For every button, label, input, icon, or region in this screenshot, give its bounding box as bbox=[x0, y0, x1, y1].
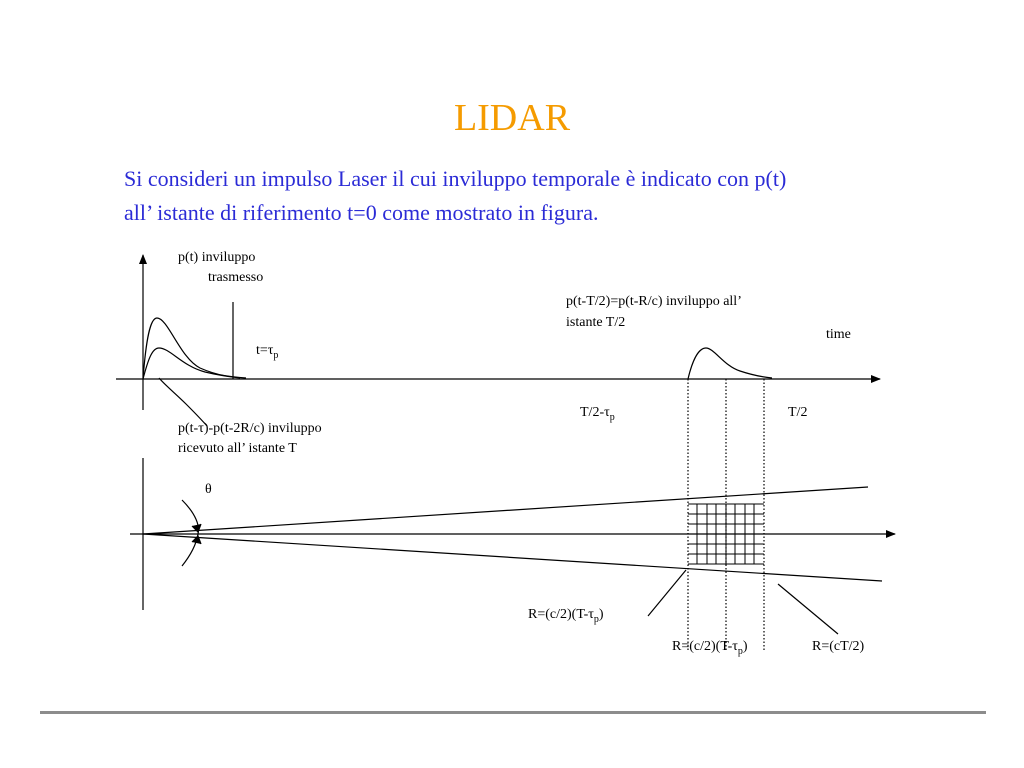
intro-line-2: all’ istante di riferimento t=0 come mostrato in figura. bbox=[124, 200, 599, 225]
range-1-sub: p bbox=[593, 614, 599, 625]
footer-rule bbox=[40, 711, 986, 714]
shifted-label-line2: istante T/2 bbox=[566, 315, 626, 330]
theta-arc bbox=[182, 500, 198, 566]
range-2-label bbox=[672, 639, 748, 657]
tau-p-label bbox=[256, 343, 278, 361]
transmitted-pulse-curve-small bbox=[143, 348, 240, 379]
range-1-main: R=(c/2)(T-τ bbox=[528, 607, 594, 622]
projection-lines bbox=[688, 379, 764, 652]
t-half-minus-tau-sub: p bbox=[609, 412, 615, 423]
t-half-minus-tau-main: T/2-τ bbox=[580, 405, 610, 420]
tau-p-main: t=τ bbox=[256, 343, 274, 358]
beam-upper-edge bbox=[143, 487, 868, 534]
received-label-line2: ricevuto all’ istante T bbox=[178, 441, 297, 456]
pt-label-line1: p(t) inviluppo bbox=[178, 250, 256, 265]
range-2-sub: p bbox=[737, 646, 743, 657]
range-3-label: R=(cT/2) bbox=[812, 639, 865, 654]
intro-line-1: Si consideri un impulso Laser il cui inviluppo temporale è indicato con p(t) bbox=[124, 166, 787, 191]
t-half-minus-tau-label bbox=[580, 405, 615, 423]
beam-lower-edge bbox=[143, 534, 882, 581]
range-2-main: R=(c/2)(T-τ bbox=[672, 639, 738, 654]
received-label-line1: p(t-τ)-p(t-2R/c) inviluppo bbox=[178, 421, 322, 436]
delayed-pulse-curve bbox=[688, 348, 772, 379]
time-label: time bbox=[826, 327, 851, 342]
t-half-label: T/2 bbox=[788, 405, 808, 420]
shifted-label-line1: p(t-T/2)=p(t-R/c) inviluppo all’ bbox=[566, 294, 742, 309]
range-2-close: ) bbox=[742, 639, 748, 654]
pt-label-line2: trasmesso bbox=[208, 270, 264, 285]
leader-range-1 bbox=[648, 570, 686, 616]
leader-range-3 bbox=[778, 584, 838, 634]
received-pulse-curve bbox=[159, 378, 207, 426]
slide-title: LIDAR bbox=[453, 97, 571, 139]
range-1-close: ) bbox=[598, 607, 604, 622]
tau-p-sub: p bbox=[273, 350, 279, 361]
beam-geometry bbox=[130, 379, 895, 652]
range-1-label bbox=[528, 607, 604, 625]
theta-label: θ bbox=[205, 482, 212, 497]
